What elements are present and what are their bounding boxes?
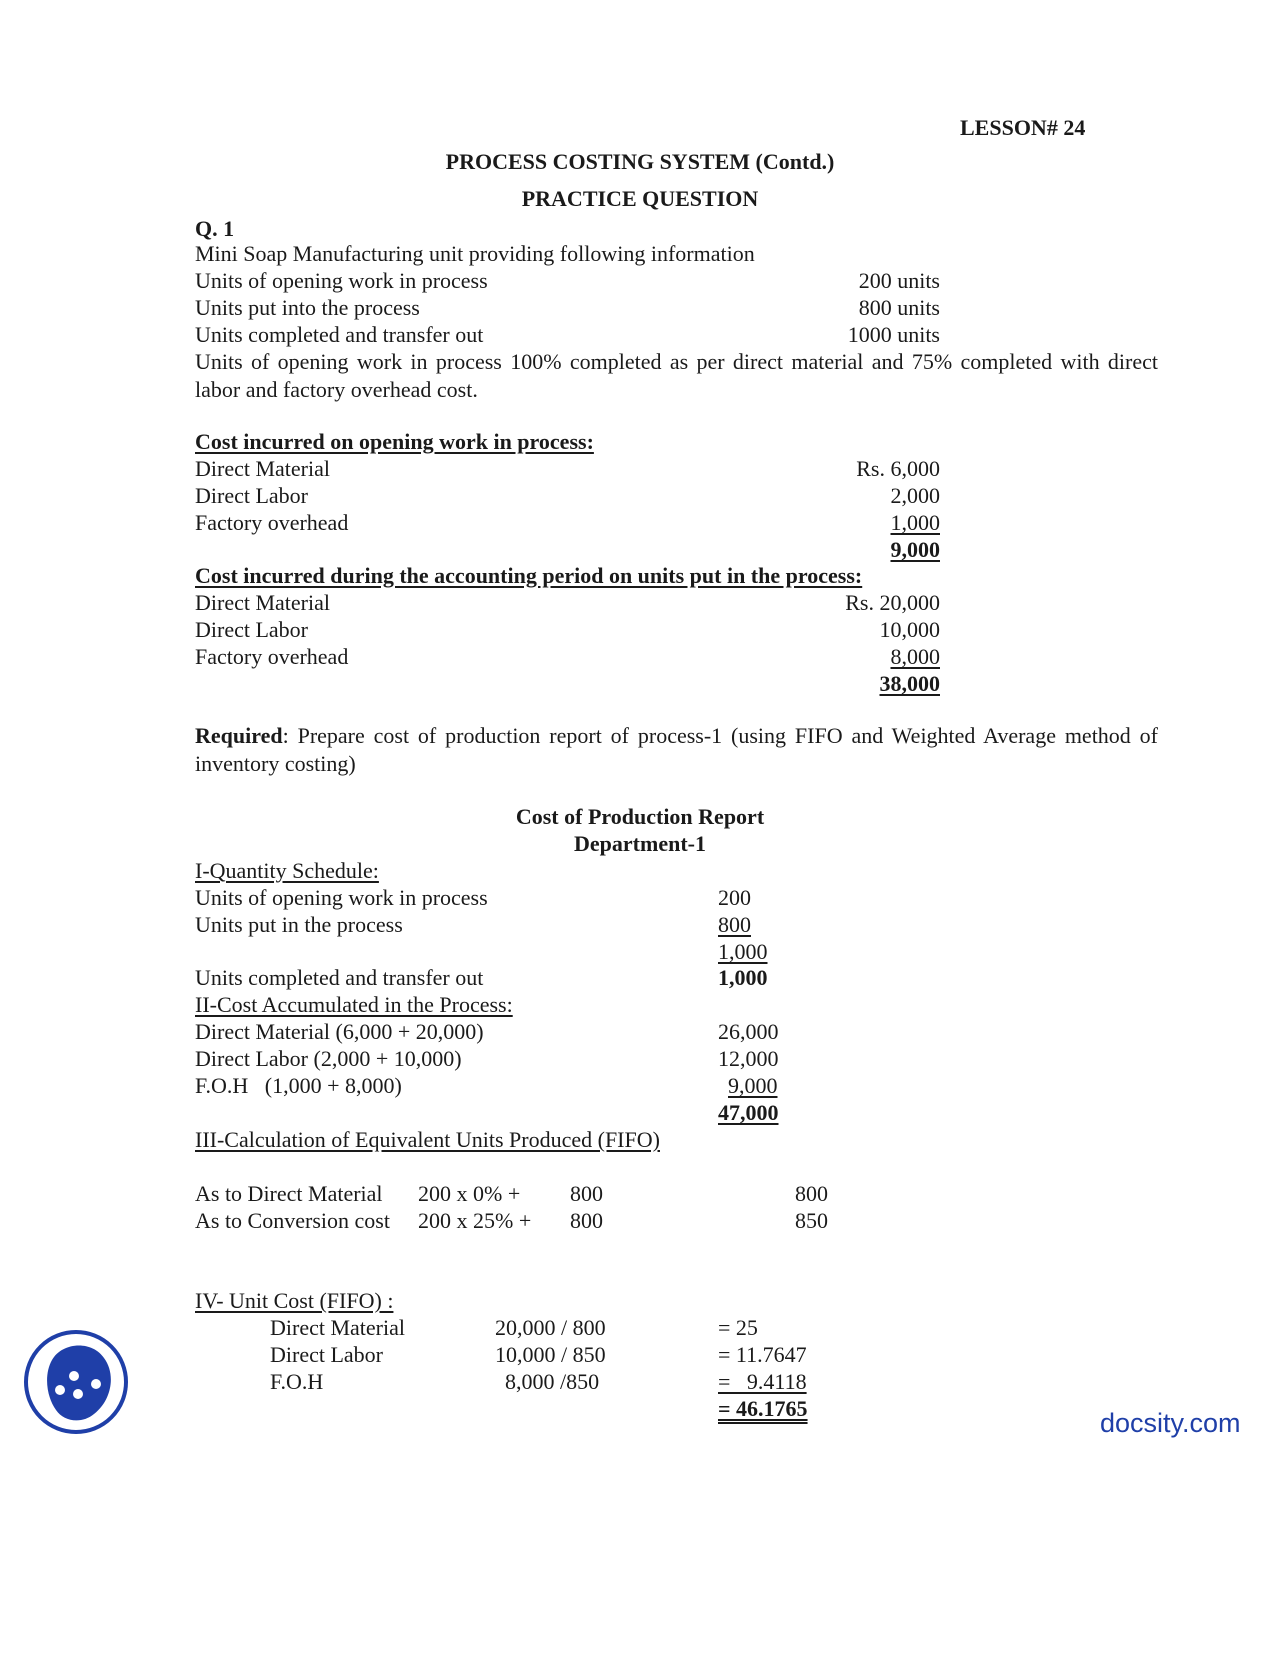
equivalent-units-heading: III-Calculation of Equivalent Units Produced (FIFO) <box>195 1127 660 1152</box>
completed-value: 1,000 <box>718 965 768 990</box>
quantity-heading: I-Quantity Schedule: <box>195 858 379 883</box>
info-label: Units completed and transfer out <box>195 322 484 347</box>
unit-cost-calc: 20,000 / 800 <box>495 1315 606 1340</box>
cost-value: 10,000 <box>879 617 940 642</box>
eu-result: 800 <box>795 1181 828 1206</box>
unit-cost-label: Direct Material <box>270 1315 405 1340</box>
quantity-sum: 1,000 <box>718 939 768 964</box>
eu-calc: 200 x 0% + <box>418 1181 521 1206</box>
accumulated-label: Direct Material (6,000 + 20,000) <box>195 1019 484 1044</box>
cost-value: 2,000 <box>890 483 940 508</box>
eu-result: 850 <box>795 1208 828 1233</box>
eu-calc: 200 x 25% + <box>418 1208 532 1233</box>
unit-cost-heading: IV- Unit Cost (FIFO) : <box>195 1288 394 1313</box>
quantity-label: Units put in the process <box>195 912 403 937</box>
quantity-value: 800 <box>718 912 751 937</box>
unit-cost-calc: 10,000 / 850 <box>495 1342 606 1367</box>
unit-cost-label: F.O.H <box>270 1369 324 1394</box>
unit-cost-result: = 25 <box>718 1315 758 1340</box>
required-text: : Prepare cost of production report of process-1 (using FIFO and Weighted Average method of inventory costing) <box>195 723 1158 776</box>
info-value: 200 units <box>858 268 940 293</box>
cost-label: Direct Labor <box>195 617 308 642</box>
period-cost-total: 38,000 <box>879 671 940 696</box>
docsity-logo-icon[interactable] <box>22 1328 130 1436</box>
completed-label: Units completed and transfer out <box>195 965 484 990</box>
page-title: PROCESS COSTING SYSTEM (Contd.) <box>445 149 835 174</box>
cost-value: Rs. 6,000 <box>856 456 940 481</box>
unit-cost-total: = 46.1765 <box>718 1396 808 1421</box>
question-intro: Mini Soap Manufacturing unit providing following information <box>195 241 755 266</box>
eu-units: 800 <box>570 1208 603 1233</box>
cost-label: Direct Material <box>195 456 330 481</box>
accumulated-value: 9,000 <box>728 1073 778 1098</box>
cost-label: Factory overhead <box>195 510 349 535</box>
cost-label: Factory overhead <box>195 644 349 669</box>
accumulated-value: 12,000 <box>718 1046 779 1071</box>
cost-label: Direct Material <box>195 590 330 615</box>
unit-cost-label: Direct Labor <box>270 1342 383 1367</box>
page-subtitle: PRACTICE QUESTION <box>521 186 759 211</box>
info-label: Units of opening work in process <box>195 268 488 293</box>
unit-cost-result: = 9.4118 <box>718 1369 807 1394</box>
docsity-brand-link[interactable]: docsity.com <box>1100 1408 1241 1438</box>
report-title: Cost of Production Report <box>515 804 765 829</box>
completion-note: Units of opening work in process 100% completed as per direct material and 75% completed with direct labor and factory overhead cost. <box>195 349 1158 402</box>
opening-cost-heading: Cost incurred on opening work in process: <box>195 429 594 454</box>
info-value: 1000 units <box>847 322 940 347</box>
question-number: Q. 1 <box>195 216 235 241</box>
required-label: Required <box>195 723 283 748</box>
eu-label: As to Conversion cost <box>195 1208 390 1233</box>
cost-label: Direct Labor <box>195 483 308 508</box>
required-paragraph <box>195 722 1158 778</box>
cost-value: 8,000 <box>890 644 940 669</box>
info-label: Units put into the process <box>195 295 420 320</box>
period-cost-heading: Cost incurred during the accounting period on units put in the process: <box>195 563 863 588</box>
report-department: Department-1 <box>574 831 706 856</box>
accumulated-total: 47,000 <box>718 1100 779 1125</box>
eu-label: As to Direct Material <box>195 1181 383 1206</box>
eu-units: 800 <box>570 1181 603 1206</box>
lesson-number: LESSON# 24 <box>960 115 1086 140</box>
unit-cost-calc: 8,000 /850 <box>505 1369 600 1394</box>
accumulated-value: 26,000 <box>718 1019 779 1044</box>
info-value: 800 units <box>858 295 940 320</box>
quantity-label: Units of opening work in process <box>195 885 488 910</box>
quantity-value: 200 <box>718 885 751 910</box>
cost-value: Rs. 20,000 <box>845 590 940 615</box>
accumulated-label: Direct Labor (2,000 + 10,000) <box>195 1046 462 1071</box>
cost-accumulated-heading: II-Cost Accumulated in the Process: <box>195 992 513 1017</box>
opening-cost-total: 9,000 <box>890 537 940 562</box>
cost-value: 1,000 <box>890 510 940 535</box>
unit-cost-result: = 11.7647 <box>718 1342 807 1367</box>
accumulated-label: F.O.H (1,000 + 8,000) <box>195 1073 402 1098</box>
